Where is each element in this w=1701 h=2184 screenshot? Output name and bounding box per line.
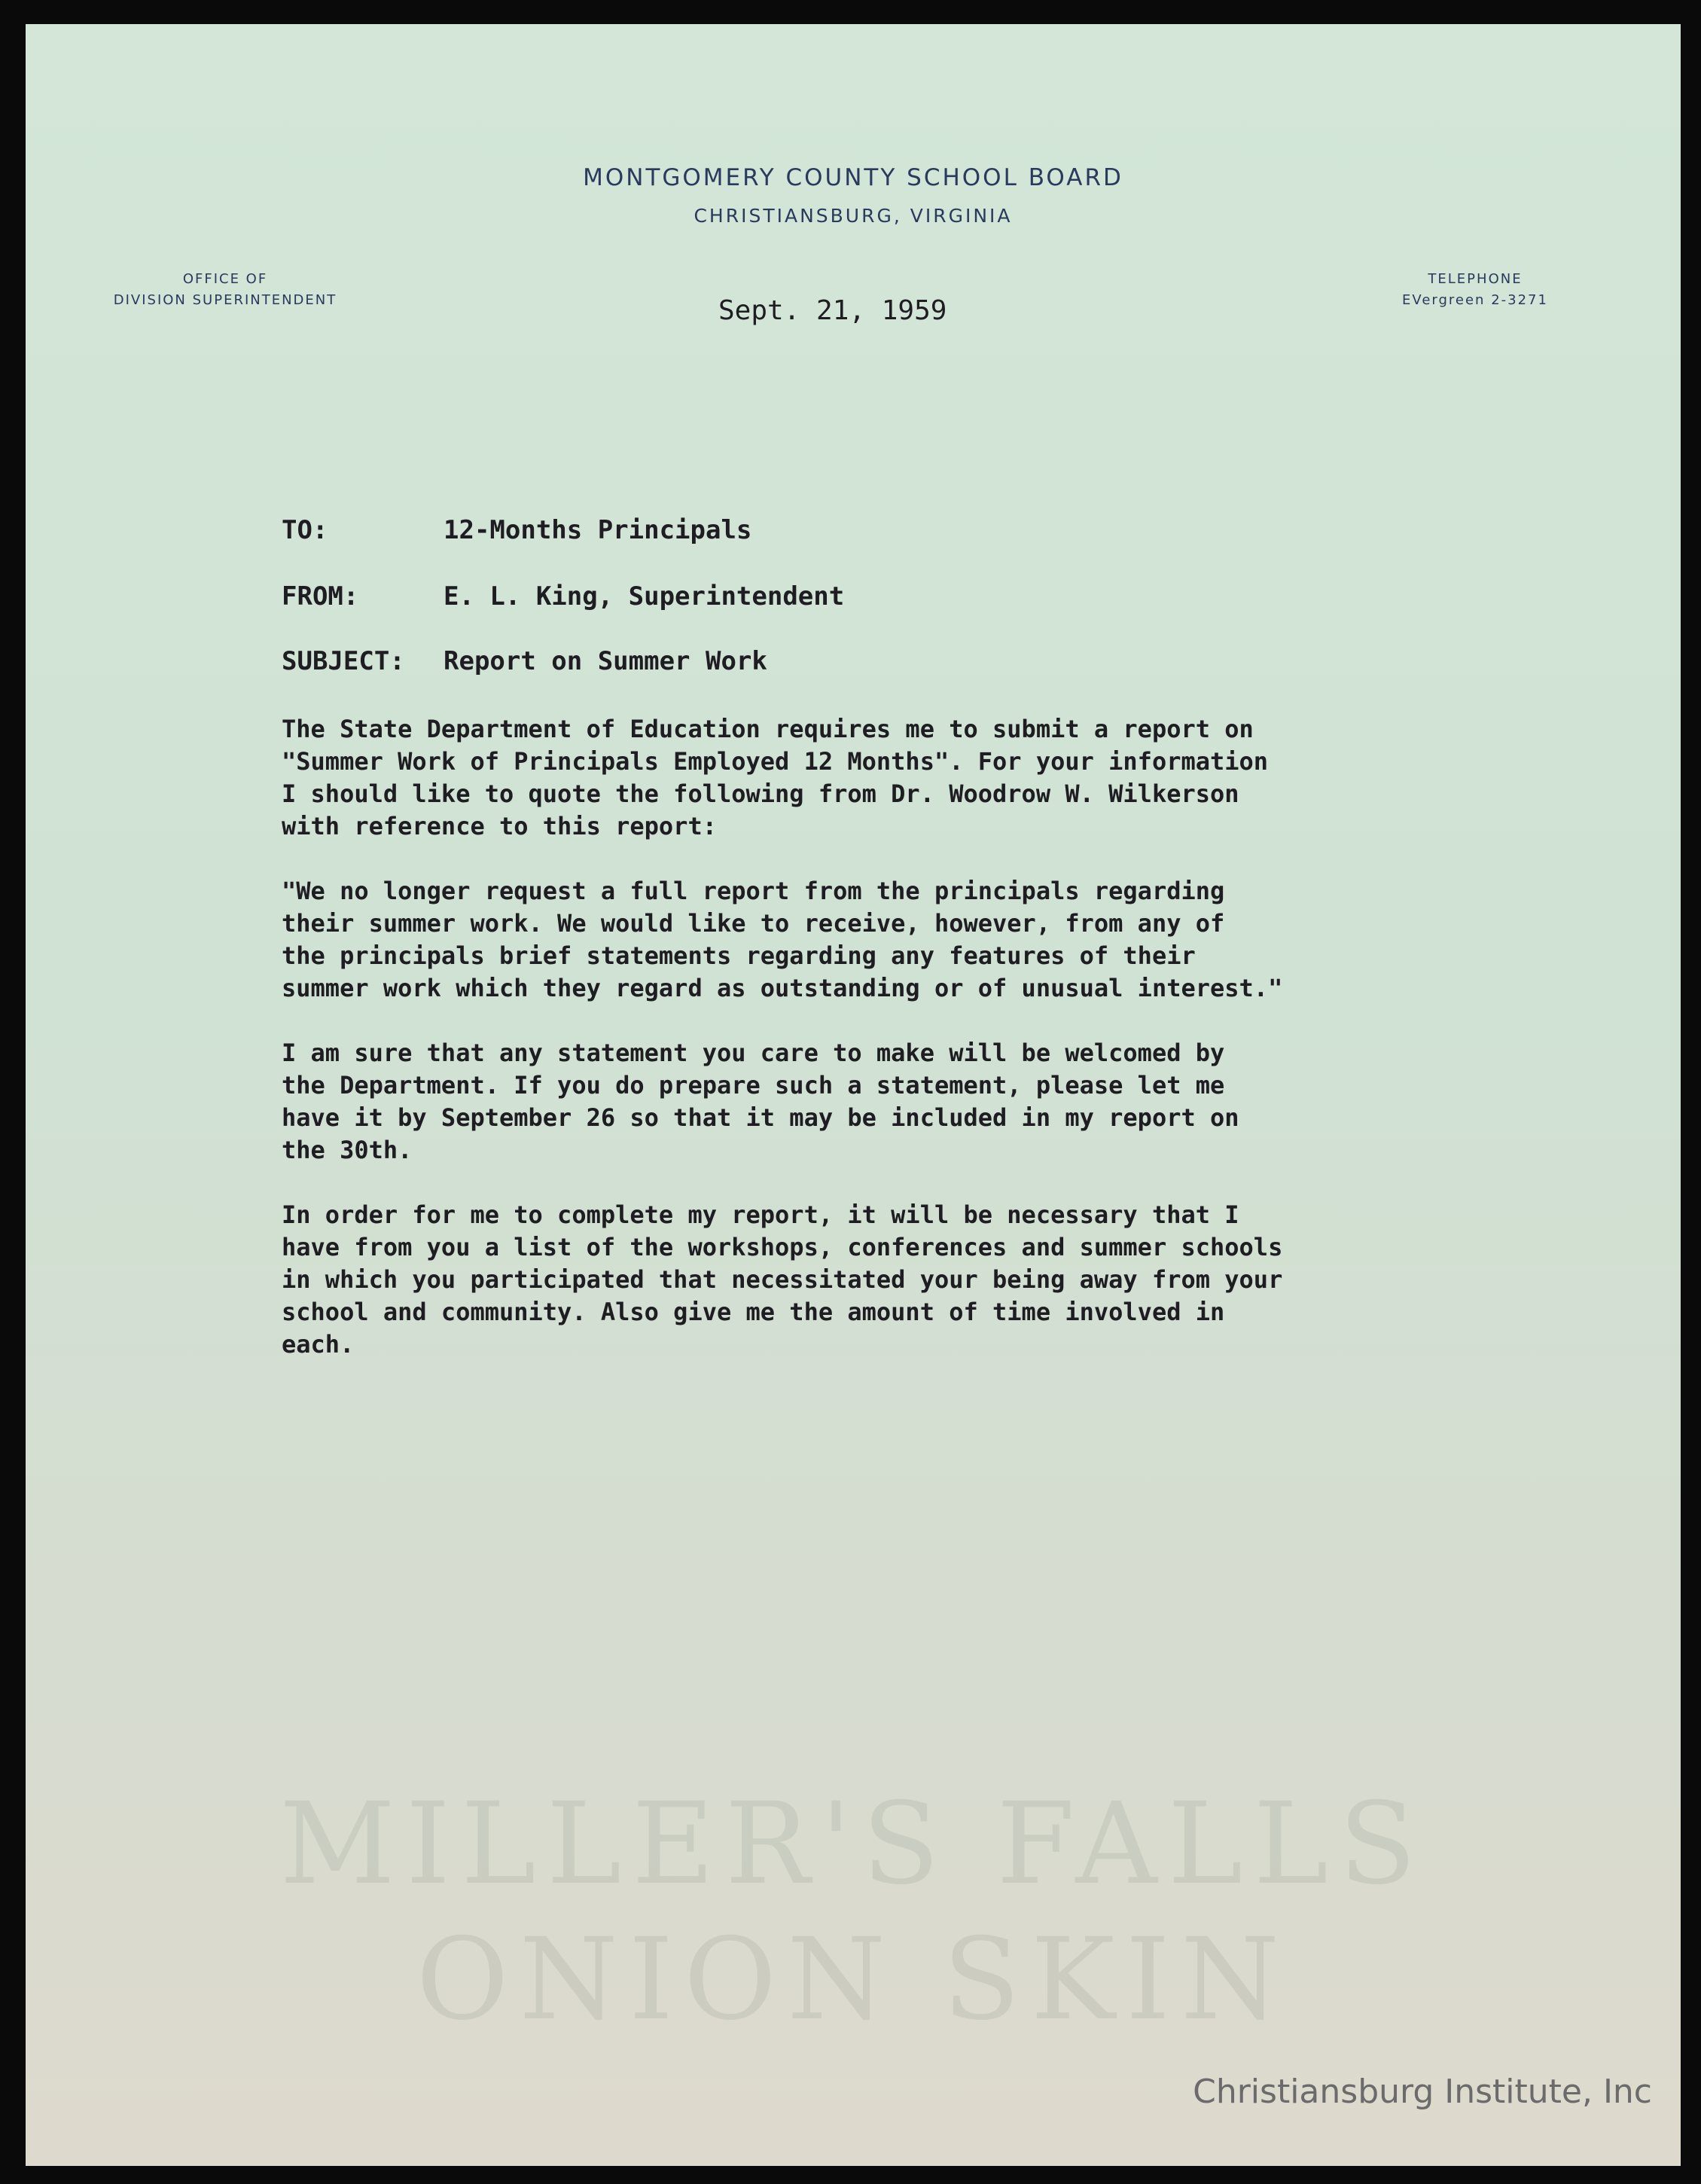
body-line: The State Department of Education requires me to submit a report on xyxy=(282,715,1254,743)
body-line: the Department. If you do prepare such a statement, please let me xyxy=(282,1071,1225,1100)
to-value: 12-Months Principals xyxy=(444,515,752,545)
letterhead-office xyxy=(101,269,349,311)
body-line: "Summer Work of Principals Employed 12 Months". For your information xyxy=(282,747,1269,776)
office-line-1: OFFICE OF xyxy=(182,271,268,287)
paper-watermark-line-2: ONION SKIN xyxy=(416,1914,1291,2045)
body-paragraph-2-quote xyxy=(282,875,1456,1005)
body-line: the principals brief statements regarding any features of their xyxy=(282,941,1196,970)
subject-label: SUBJECT: xyxy=(282,646,405,676)
body-line: school and community. Also give me the amount of time involved in xyxy=(282,1298,1225,1326)
body-line: have it by September 26 so that it may be included in my report on xyxy=(282,1103,1239,1132)
body-paragraph-4 xyxy=(282,1199,1456,1361)
from-value: E. L. King, Superintendent xyxy=(444,581,845,612)
body-line: have from you a list of the workshops, conferences and summer schools xyxy=(282,1233,1283,1261)
body-line: In order for me to complete my report, it will be necessary that I xyxy=(282,1200,1239,1229)
body-line: each. xyxy=(282,1330,355,1359)
body-line: in which you participated that necessitated your being away from your xyxy=(282,1265,1283,1294)
subject-value: Report on Summer Work xyxy=(444,646,767,676)
body-line: I am sure that any statement you care to make will be welcomed by xyxy=(282,1039,1225,1067)
body-paragraph-3 xyxy=(282,1037,1456,1167)
body-paragraph-1 xyxy=(282,713,1456,843)
archive-credit: Christiansburg Institute, Inc xyxy=(1193,2073,1652,2111)
body-line: the 30th. xyxy=(282,1136,413,1164)
body-line: summer work which they regard as outstanding or of unusual interest." xyxy=(282,974,1283,1002)
telephone-number: EVergreen 2-3271 xyxy=(1402,292,1548,308)
telephone-label: TELEPHONE xyxy=(1428,271,1523,287)
document-page xyxy=(26,24,1681,2166)
letterhead-organization: MONTGOMERY COUNTY SCHOOL BOARD xyxy=(583,164,1123,191)
body-line: I should like to quote the following from Dr. Woodrow W. Wilkerson xyxy=(282,779,1239,808)
paper-watermark-line-1: MILLER'S FALLS xyxy=(279,1779,1427,1910)
from-label: FROM: xyxy=(282,581,359,612)
body-line: their summer work. We would like to receive, however, from any of xyxy=(282,909,1225,938)
memo-date: Sept. 21, 1959 xyxy=(718,295,947,326)
letterhead-telephone xyxy=(1362,269,1588,311)
body-line: with reference to this report: xyxy=(282,812,717,840)
body-line: "We no longer request a full report from the principals regarding xyxy=(282,877,1225,905)
to-label: TO: xyxy=(282,515,328,545)
letterhead-location: CHRISTIANSBURG, VIRGINIA xyxy=(694,205,1013,227)
office-line-2: DIVISION SUPERINTENDENT xyxy=(113,292,337,308)
